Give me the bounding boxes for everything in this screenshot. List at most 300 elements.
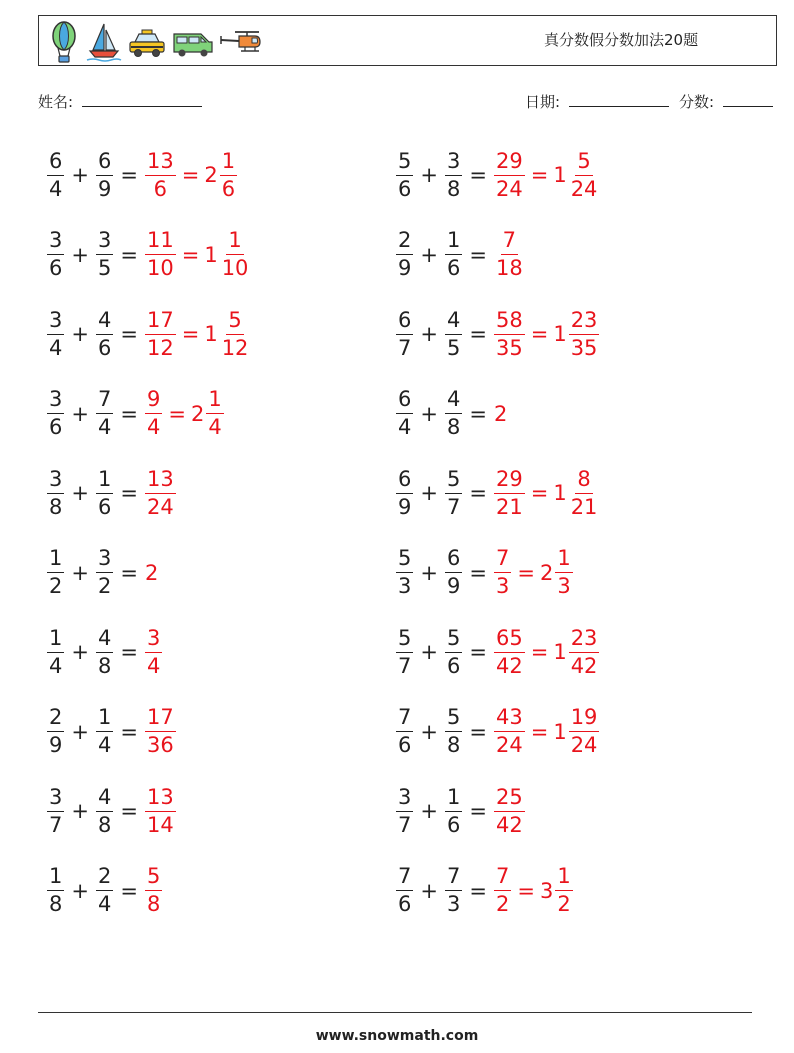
plus-sign: +: [420, 560, 438, 585]
second-fraction: [444, 148, 463, 201]
first-fraction: [46, 707, 65, 756]
second-fraction-denominator: 5: [97, 256, 112, 280]
mixed-whole: 1: [204, 322, 218, 346]
date-blank: [569, 92, 669, 107]
name-blank: [82, 92, 202, 107]
equals-sign: =: [120, 401, 138, 426]
answer-fraction-numerator: 7: [494, 548, 511, 573]
mixed-denominator: 42: [570, 653, 598, 678]
problem-item: [46, 382, 225, 446]
second-fraction-denominator: 4: [97, 733, 112, 757]
mixed-denominator: 6: [221, 176, 236, 201]
answer-fraction-denominator: 12: [146, 335, 174, 360]
answer: [144, 625, 163, 678]
answer-fraction: [493, 230, 526, 279]
second-fraction: [95, 148, 114, 201]
mixed-numerator: 5: [226, 310, 243, 335]
plus-sign: +: [71, 481, 89, 505]
second-fraction-numerator: 2: [96, 866, 113, 891]
answer-equals-sign: =: [181, 322, 200, 346]
answer-fraction: [144, 625, 163, 678]
mixed-denominator: 3: [557, 574, 571, 598]
second-fraction-numerator: 4: [445, 389, 462, 414]
second-fraction-numerator: 1: [96, 707, 113, 732]
mixed-denominator: 24: [570, 176, 598, 201]
answer: [493, 402, 507, 426]
header-box: [38, 15, 777, 66]
second-fraction-numerator: 1: [445, 787, 462, 812]
first-fraction: [46, 625, 65, 678]
answer-fraction-denominator: 2: [495, 892, 510, 916]
first-fraction-denominator: 8: [49, 494, 63, 519]
answer-fraction-numerator: 3: [145, 628, 162, 653]
answer-fraction-denominator: 42: [495, 653, 523, 678]
answer-fraction-denominator: 14: [146, 812, 174, 837]
equals-sign: =: [469, 481, 487, 505]
plus-sign: +: [420, 640, 438, 664]
date-field: [525, 92, 669, 112]
plus-sign: +: [71, 719, 89, 744]
second-fraction-denominator: 4: [97, 415, 112, 439]
second-fraction-denominator: 5: [446, 335, 461, 360]
answer-equals-sign: =: [517, 560, 535, 585]
hot-air-balloon-icon: [47, 20, 81, 64]
second-fraction: [444, 625, 463, 678]
second-fraction: [444, 307, 463, 360]
answer: [493, 230, 526, 279]
date-label: 日期:: [525, 93, 561, 111]
van-icon: [171, 20, 215, 64]
answer-fraction-denominator: 4: [146, 415, 161, 439]
second-fraction-denominator: 6: [446, 653, 461, 678]
answer-equals-sign: =: [530, 640, 549, 664]
second-fraction-denominator: 8: [446, 176, 461, 201]
answer-fraction-denominator: 36: [146, 733, 174, 757]
mixed-numerator: 19: [569, 707, 600, 732]
second-fraction-numerator: 6: [96, 151, 113, 176]
answer: [144, 866, 163, 915]
answer: [493, 307, 600, 360]
mixed-numerator: 8: [575, 469, 592, 494]
helicopter-icon: [219, 20, 263, 64]
first-fraction: [46, 466, 65, 519]
second-fraction: [444, 784, 463, 837]
first-fraction-denominator: 6: [398, 176, 412, 201]
mixed-fraction: [554, 548, 573, 597]
first-fraction: [395, 389, 414, 438]
equals-sign: =: [120, 242, 138, 267]
second-fraction-denominator: 8: [446, 733, 461, 757]
second-fraction: [444, 466, 463, 519]
first-fraction-denominator: 4: [49, 335, 63, 360]
answer: [144, 148, 238, 201]
worksheet-title: 真分数假分数加法20题: [544, 31, 699, 49]
equals-sign: =: [120, 799, 138, 823]
answer: [144, 466, 177, 519]
plus-sign: +: [71, 799, 89, 823]
answer-fraction: [493, 148, 526, 201]
answer: [144, 307, 251, 360]
answer-equals-sign: =: [530, 163, 549, 187]
plus-sign: +: [420, 799, 438, 823]
first-fraction-numerator: 7: [396, 707, 413, 732]
plus-sign: +: [420, 481, 438, 505]
second-fraction: [95, 784, 114, 837]
answer-fraction-denominator: 8: [146, 892, 161, 916]
mixed-fraction: [554, 866, 573, 915]
first-fraction-numerator: 6: [396, 310, 413, 335]
footer-url: www.snowmath.com: [315, 1028, 479, 1044]
problem-item: [46, 143, 238, 207]
plus-sign: +: [71, 401, 89, 426]
problem-item: [395, 382, 507, 446]
second-fraction-denominator: 8: [446, 415, 461, 439]
answer: [144, 230, 251, 279]
first-fraction: [46, 230, 65, 279]
answer-fraction-numerator: 5: [145, 866, 162, 891]
answer-equals-sign: =: [530, 719, 549, 744]
second-fraction-denominator: 9: [446, 574, 461, 598]
second-fraction: [95, 389, 114, 438]
mixed-denominator: 24: [570, 733, 598, 757]
second-fraction-numerator: 4: [96, 787, 113, 812]
mixed-whole: 1: [553, 481, 567, 505]
answer-integer: 2: [144, 560, 159, 585]
second-fraction-denominator: 6: [97, 335, 112, 360]
answer-fraction-denominator: 42: [495, 812, 523, 837]
answer: [144, 561, 158, 585]
first-fraction-numerator: 5: [396, 548, 413, 573]
second-fraction-denominator: 7: [446, 494, 461, 519]
second-fraction: [95, 307, 114, 360]
first-fraction: [395, 707, 414, 756]
score-label: 分数:: [679, 93, 715, 111]
answer-fraction: [144, 148, 177, 201]
second-fraction-numerator: 1: [445, 230, 462, 255]
first-fraction-numerator: 5: [396, 151, 413, 176]
mixed-numerator: 1: [555, 866, 572, 891]
equals-sign: =: [469, 163, 487, 187]
first-fraction-denominator: 6: [398, 733, 412, 757]
first-fraction-numerator: 3: [47, 469, 64, 494]
first-fraction-denominator: 9: [398, 494, 412, 519]
first-fraction-denominator: 9: [398, 256, 412, 280]
problem-item: [395, 859, 574, 923]
answer-equals-sign: =: [168, 401, 186, 426]
answer-fraction-denominator: 24: [495, 733, 523, 757]
first-fraction: [395, 307, 414, 360]
answer-fraction-numerator: 58: [494, 310, 525, 335]
first-fraction: [395, 230, 414, 279]
plus-sign: +: [420, 719, 438, 744]
mixed-numerator: 1: [555, 548, 572, 573]
equals-sign: =: [469, 640, 487, 664]
mixed-fraction: [219, 230, 252, 279]
mixed-numerator: 5: [575, 151, 592, 176]
first-fraction-numerator: 6: [47, 151, 64, 176]
problem-item: [46, 302, 251, 366]
first-fraction-numerator: 1: [47, 866, 64, 891]
answer: [493, 784, 526, 837]
first-fraction-denominator: 7: [398, 812, 412, 837]
answer-fraction-denominator: 10: [146, 256, 174, 280]
mixed-denominator: 35: [570, 335, 598, 360]
second-fraction: [444, 548, 463, 597]
answer-fraction: [144, 230, 177, 279]
first-fraction-numerator: 3: [396, 787, 413, 812]
mixed-whole: 2: [539, 560, 554, 585]
equals-sign: =: [469, 560, 487, 585]
answer-fraction: [493, 466, 526, 519]
answer-equals-sign: =: [530, 481, 549, 505]
answer-fraction: [493, 548, 512, 597]
first-fraction-numerator: 3: [47, 389, 64, 414]
first-fraction-denominator: 4: [49, 653, 63, 678]
first-fraction-numerator: 2: [47, 707, 64, 732]
first-fraction: [395, 784, 414, 837]
answer-equals-sign: =: [517, 878, 535, 903]
second-fraction-numerator: 3: [445, 151, 462, 176]
first-fraction-numerator: 3: [47, 787, 64, 812]
first-fraction-numerator: 3: [47, 310, 64, 335]
plus-sign: +: [420, 163, 438, 187]
problem-item: [46, 620, 163, 684]
mixed-denominator: 12: [221, 335, 249, 360]
answer-fraction: [144, 389, 163, 438]
first-fraction-denominator: 7: [49, 812, 63, 837]
answer-fraction-numerator: 17: [145, 707, 176, 732]
mixed-fraction: [568, 625, 601, 678]
answer-equals-sign: =: [181, 242, 200, 267]
second-fraction-numerator: 7: [445, 866, 462, 891]
problem-item: [395, 461, 600, 525]
first-fraction-denominator: 3: [398, 574, 412, 598]
second-fraction: [444, 866, 463, 915]
answer: [493, 466, 600, 519]
first-fraction: [46, 148, 65, 201]
second-fraction-denominator: 8: [97, 812, 112, 837]
first-fraction-numerator: 6: [396, 469, 413, 494]
first-fraction-numerator: 1: [47, 628, 64, 653]
mixed-fraction: [219, 307, 252, 360]
name-label: 姓名:: [38, 93, 74, 111]
answer-integer: 2: [493, 401, 508, 426]
answer-fraction: [493, 625, 526, 678]
second-fraction-denominator: 6: [97, 494, 112, 519]
first-fraction-denominator: 8: [49, 892, 63, 916]
second-fraction-denominator: 4: [97, 892, 112, 916]
second-fraction-numerator: 6: [445, 548, 462, 573]
problem-item: [46, 541, 158, 605]
second-fraction-numerator: 3: [96, 230, 113, 255]
answer-equals-sign: =: [530, 322, 549, 346]
first-fraction-denominator: 7: [398, 653, 412, 678]
first-fraction-numerator: 5: [396, 628, 413, 653]
plus-sign: +: [71, 163, 89, 187]
answer-fraction-numerator: 11: [145, 230, 176, 255]
first-fraction: [395, 625, 414, 678]
answer-fraction-numerator: 17: [145, 310, 176, 335]
second-fraction-numerator: 7: [96, 389, 113, 414]
mixed-fraction: [568, 148, 601, 201]
taxi-icon: [127, 20, 167, 64]
first-fraction-denominator: 4: [49, 176, 63, 201]
second-fraction-numerator: 1: [96, 469, 113, 494]
second-fraction: [95, 548, 114, 597]
second-fraction: [95, 866, 114, 915]
equals-sign: =: [469, 242, 487, 267]
equals-sign: =: [120, 640, 138, 664]
first-fraction-numerator: 6: [396, 389, 413, 414]
equals-sign: =: [120, 560, 138, 585]
second-fraction-numerator: 4: [445, 310, 462, 335]
answer: [144, 389, 225, 438]
first-fraction-denominator: 9: [49, 733, 63, 757]
first-fraction-numerator: 2: [396, 230, 413, 255]
answer-fraction-denominator: 35: [495, 335, 523, 360]
answer-fraction-denominator: 18: [495, 256, 523, 280]
problem-item: [395, 143, 600, 207]
first-fraction-numerator: 3: [47, 230, 64, 255]
answer-fraction: [144, 866, 163, 915]
equals-sign: =: [469, 401, 487, 426]
mixed-fraction: [568, 307, 601, 360]
equals-sign: =: [120, 481, 138, 505]
mixed-fraction: [205, 389, 224, 438]
second-fraction-denominator: 6: [446, 256, 461, 280]
answer-fraction-numerator: 13: [145, 151, 176, 176]
mixed-numerator: 1: [206, 389, 223, 414]
answer: [493, 548, 574, 597]
mixed-whole: 2: [190, 401, 205, 426]
answer-fraction-numerator: 7: [501, 230, 518, 255]
mixed-denominator: 21: [570, 494, 598, 519]
second-fraction-denominator: 3: [446, 892, 461, 916]
mixed-whole: 1: [204, 242, 218, 267]
answer-fraction-numerator: 13: [145, 469, 176, 494]
answer-fraction-numerator: 29: [494, 151, 525, 176]
plus-sign: +: [71, 322, 89, 346]
answer-fraction-numerator: 13: [145, 787, 176, 812]
first-fraction: [395, 866, 414, 915]
mixed-whole: 1: [553, 322, 567, 346]
plus-sign: +: [71, 878, 89, 903]
footer-divider: [38, 1012, 752, 1013]
problem-item: [395, 223, 526, 287]
second-fraction: [444, 230, 463, 279]
mixed-fraction: [219, 148, 238, 201]
answer-fraction-denominator: 24: [495, 176, 523, 201]
first-fraction: [46, 389, 65, 438]
answer-fraction-numerator: 29: [494, 469, 525, 494]
equals-sign: =: [120, 878, 138, 903]
mixed-fraction: [568, 707, 601, 756]
mixed-fraction: [568, 466, 601, 519]
answer-fraction-numerator: 7: [494, 866, 511, 891]
mixed-whole: 2: [204, 163, 218, 187]
first-fraction: [395, 548, 414, 597]
second-fraction: [95, 230, 114, 279]
plus-sign: +: [420, 401, 438, 426]
second-fraction-numerator: 5: [445, 628, 462, 653]
second-fraction-denominator: 6: [446, 812, 461, 837]
answer-fraction-denominator: 3: [495, 574, 510, 598]
answer-fraction: [493, 866, 512, 915]
answer-fraction: [144, 707, 177, 756]
first-fraction-denominator: 6: [49, 415, 63, 439]
first-fraction-numerator: 7: [396, 866, 413, 891]
second-fraction-denominator: 9: [97, 176, 112, 201]
first-fraction: [46, 548, 65, 597]
answer-fraction-numerator: 43: [494, 707, 525, 732]
plus-sign: +: [71, 560, 89, 585]
sailboat-icon: [85, 20, 123, 64]
answer: [493, 866, 574, 915]
mixed-denominator: 2: [557, 892, 571, 916]
problem-item: [46, 461, 177, 525]
equals-sign: =: [120, 163, 138, 187]
mixed-numerator: 23: [569, 310, 600, 335]
second-fraction-denominator: 2: [97, 574, 112, 598]
plus-sign: +: [420, 242, 438, 267]
first-fraction-denominator: 7: [398, 335, 412, 360]
first-fraction-numerator: 1: [47, 548, 64, 573]
problem-item: [395, 700, 600, 764]
mixed-denominator: 10: [221, 256, 249, 280]
first-fraction-denominator: 2: [49, 574, 63, 598]
plus-sign: +: [420, 878, 438, 903]
second-fraction: [444, 707, 463, 756]
problem-item: [395, 302, 600, 366]
second-fraction: [95, 466, 114, 519]
problem-item: [395, 779, 526, 843]
equals-sign: =: [469, 322, 487, 346]
plus-sign: +: [71, 640, 89, 664]
problem-item: [395, 541, 574, 605]
second-fraction: [95, 707, 114, 756]
answer-fraction: [493, 784, 526, 837]
answer-equals-sign: =: [181, 163, 200, 187]
answer-fraction-denominator: 6: [153, 176, 168, 201]
first-fraction-denominator: 6: [49, 256, 63, 280]
answer-fraction-numerator: 9: [145, 389, 162, 414]
mixed-whole: 1: [553, 640, 567, 664]
first-fraction: [46, 866, 65, 915]
answer-fraction: [493, 707, 526, 756]
second-fraction-numerator: 5: [445, 707, 462, 732]
answer-fraction-denominator: 21: [495, 494, 523, 519]
answer-fraction: [144, 466, 177, 519]
second-fraction-numerator: 4: [96, 628, 113, 653]
first-fraction: [395, 466, 414, 519]
answer-fraction-numerator: 65: [494, 628, 525, 653]
first-fraction-denominator: 4: [398, 415, 412, 439]
answer: [493, 148, 600, 201]
mixed-whole: 3: [539, 878, 554, 903]
score-field: [679, 92, 773, 112]
answer-fraction-denominator: 4: [146, 653, 161, 678]
second-fraction: [95, 625, 114, 678]
answer: [144, 784, 177, 837]
first-fraction: [46, 784, 65, 837]
first-fraction: [395, 148, 414, 201]
problem-item: [395, 620, 600, 684]
equals-sign: =: [469, 878, 487, 903]
score-blank: [723, 92, 773, 107]
problem-item: [46, 700, 177, 764]
mixed-whole: 1: [553, 163, 567, 187]
equals-sign: =: [120, 322, 138, 346]
